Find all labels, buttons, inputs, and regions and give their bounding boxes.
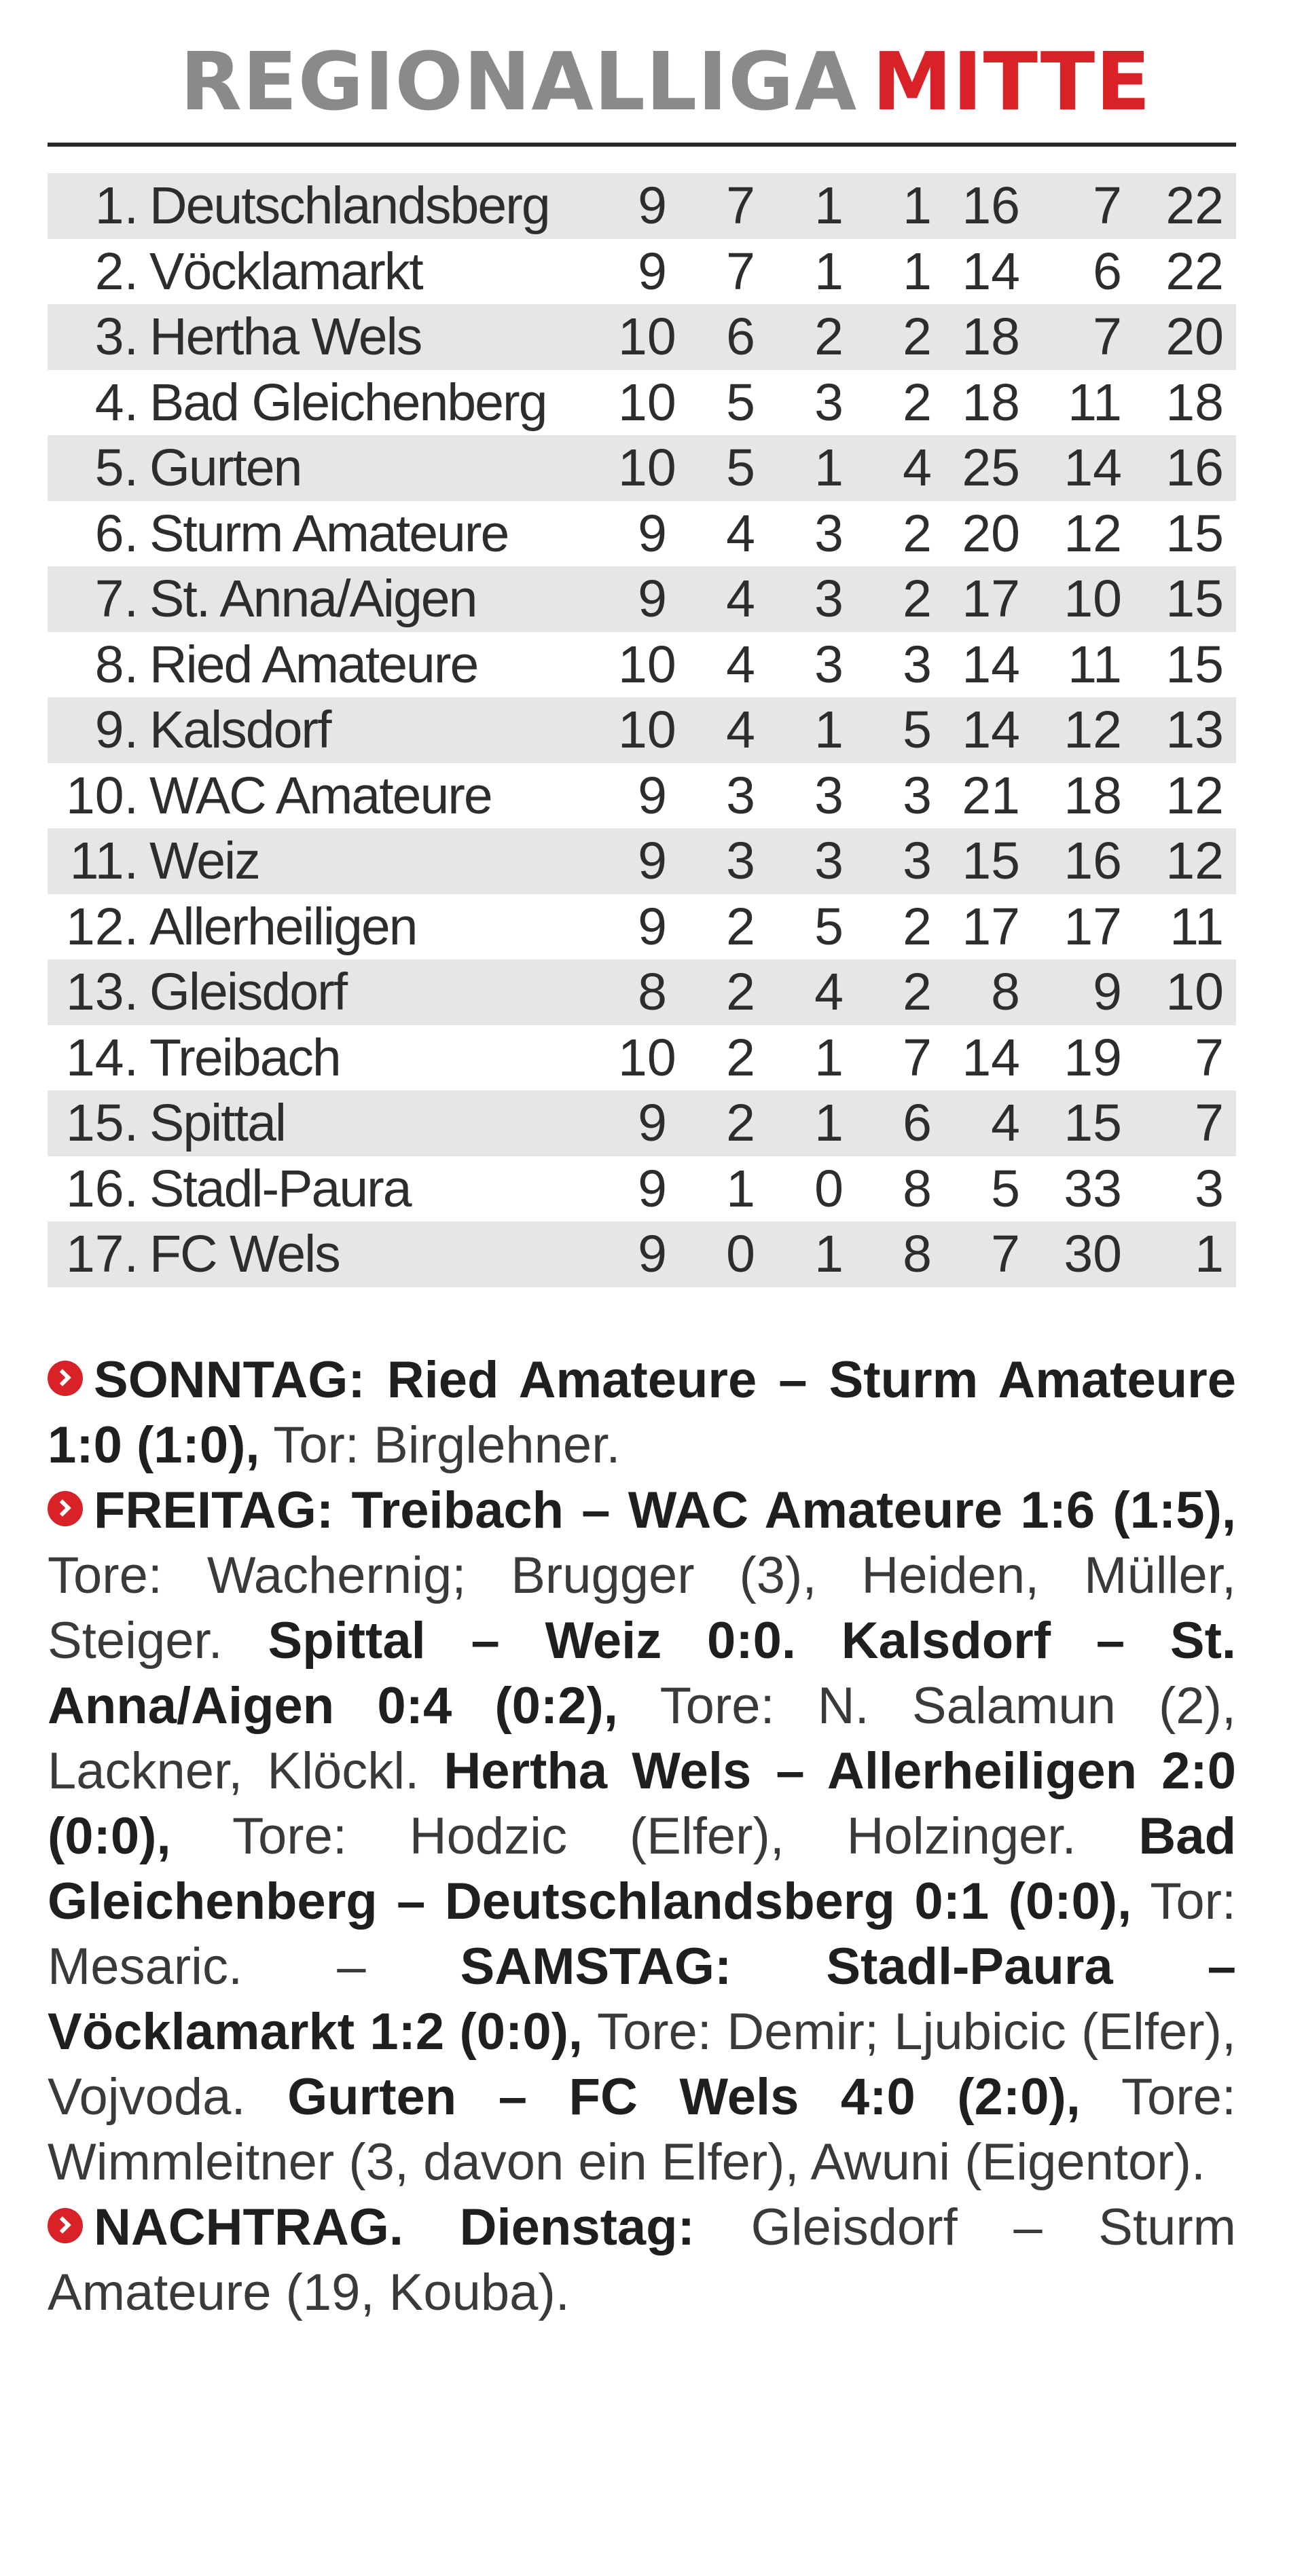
stat-cell: 6 xyxy=(1093,242,1122,301)
stat-cell: 18 xyxy=(1064,766,1122,825)
team-name-cell: Stadl-Paura xyxy=(149,1159,411,1218)
stat-cell: 8 xyxy=(856,1221,944,1287)
chevron-right-icon xyxy=(48,2208,83,2243)
match-headline: SAMSTAG: Stadl-Paura – Vöcklamarkt 1:2 (0:0), xyxy=(48,1938,1236,2061)
stat-cell: 19 xyxy=(1064,1028,1122,1087)
chevron-right-icon xyxy=(48,1361,83,1396)
table-row xyxy=(48,632,1236,698)
stat-cell: 1 xyxy=(1134,1221,1236,1287)
stat-cell: 2 xyxy=(726,1028,755,1087)
table-row xyxy=(48,959,1236,1025)
stat-cell: 10 xyxy=(618,304,679,370)
rank-cell: 12. xyxy=(65,897,139,956)
stat-cell: 1 xyxy=(856,173,944,239)
stat-cell: 10 xyxy=(618,1028,676,1087)
stat-cell: 2 xyxy=(856,566,944,632)
rank-cell: 6. xyxy=(94,504,139,563)
stat-cell: 1 xyxy=(767,1090,856,1156)
rank-cell: 16. xyxy=(65,1159,139,1218)
table-row xyxy=(48,1221,1236,1287)
stat-cell: 4 xyxy=(726,504,755,563)
stat-cell: 9 xyxy=(638,897,667,956)
chevron-right-icon xyxy=(48,1491,83,1526)
stat-cell: 0 xyxy=(679,1221,767,1287)
title-mitte: MITTE xyxy=(872,35,1151,128)
stat-cell: 6 xyxy=(679,304,767,370)
table-row xyxy=(48,566,1236,632)
stat-cell: 10 xyxy=(618,635,676,694)
match-headline: Hertha Wels – Allerheiligen 2:0 (0:0), xyxy=(48,1742,1237,1865)
stat-cell: 7 xyxy=(726,242,755,301)
match-details: Tore: N. Salamun (2), Lackner, Klöckl. xyxy=(48,1677,1236,1800)
stat-cell: 30 xyxy=(1032,1221,1134,1287)
rank-cell: 7. xyxy=(48,566,149,632)
match-details: Tore: Wachernig; Brugger (3), Heiden, Müller, Steiger. xyxy=(48,1547,1236,1670)
rank-cell: 4. xyxy=(94,373,139,432)
stat-cell: 2 xyxy=(903,373,932,432)
rank-cell: 8. xyxy=(94,635,139,694)
team-name-cell: Sturm Amateure xyxy=(149,504,509,563)
result-paragraph xyxy=(48,2195,1236,2325)
stat-cell: 4 xyxy=(679,697,767,763)
stat-cell: 1 xyxy=(903,242,932,301)
stat-cell: 4 xyxy=(767,959,856,1025)
stat-cell: 15 xyxy=(1165,504,1224,563)
stat-cell: 2 xyxy=(856,304,944,370)
stat-cell: 3 xyxy=(679,828,767,894)
stat-cell: 3 xyxy=(814,373,844,432)
stat-cell: 17 xyxy=(944,566,1032,632)
standings-table xyxy=(48,173,1236,1287)
stat-cell: 9 xyxy=(1032,959,1134,1025)
stat-cell: 5 xyxy=(856,697,944,763)
stat-cell: 14 xyxy=(962,635,1020,694)
stat-cell: 1 xyxy=(814,242,844,301)
table-row xyxy=(48,1025,1236,1091)
match-details: Tor: Birglehner. xyxy=(259,1416,621,1474)
table-row xyxy=(48,763,1236,829)
stat-cell: 5 xyxy=(679,435,767,501)
stat-cell: 25 xyxy=(944,435,1032,501)
stat-cell: 1 xyxy=(767,173,856,239)
team-name-cell: Ried Amateure xyxy=(149,635,478,694)
match-headline: Bad Gleichenberg – Deutschlandsberg 0:1 (0:0), xyxy=(48,1807,1236,1930)
rank-cell: 1. xyxy=(48,173,149,239)
stat-cell: 21 xyxy=(962,766,1020,825)
rank-cell: 11. xyxy=(48,828,149,894)
stat-cell: 16 xyxy=(944,173,1032,239)
stat-cell: 3 xyxy=(726,766,755,825)
stat-cell: 7 xyxy=(679,173,767,239)
stat-cell: 9 xyxy=(618,566,679,632)
stat-cell: 14 xyxy=(944,697,1032,763)
stat-cell: 9 xyxy=(618,1221,679,1287)
match-details: Tore: Hodzic (Elfer), Holzinger. xyxy=(170,1807,1139,1865)
match-details: Gleisdorf – Sturm Amateure (19, Kouba). xyxy=(48,2198,1236,2321)
team-name-cell: WAC Amateure xyxy=(149,766,492,825)
result-paragraph xyxy=(48,1478,1236,2195)
stat-cell: 2 xyxy=(856,959,944,1025)
stat-cell: 10 xyxy=(618,373,676,432)
stat-cell: 12 xyxy=(1064,504,1122,563)
stat-cell: 6 xyxy=(856,1090,944,1156)
table-row xyxy=(48,1090,1236,1156)
team-name-cell: St. Anna/Aigen xyxy=(149,566,618,632)
stat-cell: 7 xyxy=(1134,1090,1236,1156)
stat-cell: 4 xyxy=(679,566,767,632)
match-headline: Gurten – FC Wels 4:0 (2:0), xyxy=(287,2068,1081,2126)
stat-cell: 11 xyxy=(1068,373,1122,432)
stat-cell: 15 xyxy=(1134,566,1236,632)
stat-cell: 20 xyxy=(962,504,1020,563)
table-row xyxy=(48,501,1236,567)
stat-cell: 18 xyxy=(962,373,1020,432)
stat-cell: 3 xyxy=(856,828,944,894)
stat-cell: 16 xyxy=(1134,435,1236,501)
team-name-cell: Kalsdorf xyxy=(149,697,618,763)
stat-cell: 7 xyxy=(903,1028,932,1087)
rank-cell: 2. xyxy=(94,242,139,301)
stat-cell: 2 xyxy=(903,504,932,563)
stat-cell: 1 xyxy=(767,1221,856,1287)
stat-cell: 2 xyxy=(767,304,856,370)
stat-cell: 14 xyxy=(962,1028,1020,1087)
stat-cell: 7 xyxy=(1032,173,1134,239)
stat-cell: 5 xyxy=(991,1159,1020,1218)
stat-cell: 3 xyxy=(767,828,856,894)
team-name-cell: Weiz xyxy=(149,828,618,894)
rank-cell: 10. xyxy=(65,766,139,825)
rank-cell: 17. xyxy=(48,1221,149,1287)
stat-cell: 4 xyxy=(944,1090,1032,1156)
stat-cell: 22 xyxy=(1165,242,1224,301)
match-results xyxy=(48,1348,1236,2325)
stat-cell: 10 xyxy=(1134,959,1236,1025)
stat-cell: 9 xyxy=(638,1159,667,1218)
stat-cell: 9 xyxy=(618,1090,679,1156)
stat-cell: 17 xyxy=(962,897,1020,956)
stat-cell: 12 xyxy=(1032,697,1134,763)
stat-cell: 3 xyxy=(814,504,844,563)
stat-cell: 12 xyxy=(1165,766,1224,825)
team-name-cell: Gleisdorf xyxy=(149,959,618,1025)
rank-cell: 15. xyxy=(48,1090,149,1156)
team-name-cell: Gurten xyxy=(149,435,618,501)
team-name-cell: Deutschlandsberg xyxy=(149,173,618,239)
stat-cell: 17 xyxy=(1064,897,1122,956)
stat-cell: 13 xyxy=(1134,697,1236,763)
stat-cell: 8 xyxy=(903,1159,932,1218)
stat-cell: 9 xyxy=(638,242,667,301)
stat-cell: 8 xyxy=(618,959,679,1025)
stat-cell: 22 xyxy=(1134,173,1236,239)
stat-cell: 2 xyxy=(903,897,932,956)
stat-cell: 9 xyxy=(638,504,667,563)
result-paragraph xyxy=(48,1348,1236,1478)
stat-cell: 2 xyxy=(726,897,755,956)
title-divider xyxy=(48,143,1236,147)
table-row xyxy=(48,697,1236,763)
table-row xyxy=(48,894,1236,960)
stat-cell: 7 xyxy=(1032,304,1134,370)
team-name-cell: Vöcklamarkt xyxy=(149,242,422,301)
stat-cell: 10 xyxy=(618,697,679,763)
stat-cell: 4 xyxy=(726,635,755,694)
stat-cell: 2 xyxy=(679,959,767,1025)
table-row xyxy=(48,173,1236,239)
match-details: Tore: Demir; Ljubicic (Elfer), Vojvoda. xyxy=(48,2003,1236,2126)
stat-cell: 9 xyxy=(618,173,679,239)
stat-cell: 15 xyxy=(1032,1090,1134,1156)
table-row xyxy=(48,435,1236,501)
stat-cell: 7 xyxy=(1195,1028,1224,1087)
rank-cell: 5. xyxy=(48,435,149,501)
stat-cell: 5 xyxy=(814,897,844,956)
stat-cell: 1 xyxy=(767,697,856,763)
table-row xyxy=(48,1156,1236,1222)
stat-cell: 15 xyxy=(1165,635,1224,694)
stat-cell: 14 xyxy=(962,242,1020,301)
stat-cell: 9 xyxy=(638,766,667,825)
match-details: Tore: Wimmleitner (3, davon ein Elfer), Awuni (Eigentor). xyxy=(48,2068,1237,2191)
stat-cell: 12 xyxy=(1134,828,1236,894)
match-headline: SONNTAG: Ried Amateure – Sturm Amateure 1:0 (1:0), xyxy=(48,1351,1236,1474)
stat-cell: 14 xyxy=(1032,435,1134,501)
table-row xyxy=(48,828,1236,894)
stat-cell: 11 xyxy=(1170,897,1224,956)
stat-cell: 18 xyxy=(944,304,1032,370)
table-row xyxy=(48,370,1236,436)
stat-cell: 10 xyxy=(1032,566,1134,632)
stat-cell: 5 xyxy=(726,373,755,432)
stat-cell: 7 xyxy=(944,1221,1032,1287)
title-regionalliga: REGIONALLIGA xyxy=(180,35,858,128)
team-name-cell: Bad Gleichenberg xyxy=(149,373,547,432)
rank-cell: 3. xyxy=(48,304,149,370)
stat-cell: 33 xyxy=(1064,1159,1122,1218)
table-row xyxy=(48,239,1236,305)
match-headline: NACHTRAG. Dienstag: xyxy=(94,2198,695,2256)
team-name-cell: Hertha Wels xyxy=(149,304,618,370)
match-headline: Spittal – Weiz 0:0. Kalsdorf – St. Anna/Aigen 0:4 (0:2), xyxy=(48,1612,1236,1735)
rank-cell: 14. xyxy=(65,1028,139,1087)
table-row xyxy=(48,304,1236,370)
stat-cell: 3 xyxy=(814,766,844,825)
stat-cell: 4 xyxy=(856,435,944,501)
page-title xyxy=(136,34,1195,129)
stat-cell: 2 xyxy=(679,1090,767,1156)
team-name-cell: Spittal xyxy=(149,1090,618,1156)
standings-body xyxy=(48,173,1236,1287)
stat-cell: 9 xyxy=(618,828,679,894)
stat-cell: 3 xyxy=(903,635,932,694)
stat-cell: 0 xyxy=(814,1159,844,1218)
stat-cell: 3 xyxy=(1195,1159,1224,1218)
stat-cell: 15 xyxy=(944,828,1032,894)
stat-cell: 16 xyxy=(1032,828,1134,894)
rank-cell: 13. xyxy=(48,959,149,1025)
stat-cell: 3 xyxy=(903,766,932,825)
stat-cell: 1 xyxy=(726,1159,755,1218)
stat-cell: 8 xyxy=(944,959,1032,1025)
stat-cell: 18 xyxy=(1165,373,1224,432)
team-name-cell: Allerheiligen xyxy=(149,897,417,956)
stat-cell: 1 xyxy=(767,435,856,501)
stat-cell: 11 xyxy=(1068,635,1122,694)
rank-cell: 9. xyxy=(48,697,149,763)
team-name-cell: FC Wels xyxy=(149,1221,618,1287)
team-name-cell: Treibach xyxy=(149,1028,340,1087)
stat-cell: 3 xyxy=(767,566,856,632)
match-details: Tor: Mesaric. – xyxy=(48,1873,1237,1995)
stat-cell: 1 xyxy=(814,1028,844,1087)
stat-cell: 20 xyxy=(1134,304,1236,370)
stat-cell: 3 xyxy=(814,635,844,694)
stat-cell: 10 xyxy=(618,435,679,501)
match-headline: FREITAG: Treibach – WAC Amateure 1:6 (1:5), xyxy=(94,1482,1236,1539)
